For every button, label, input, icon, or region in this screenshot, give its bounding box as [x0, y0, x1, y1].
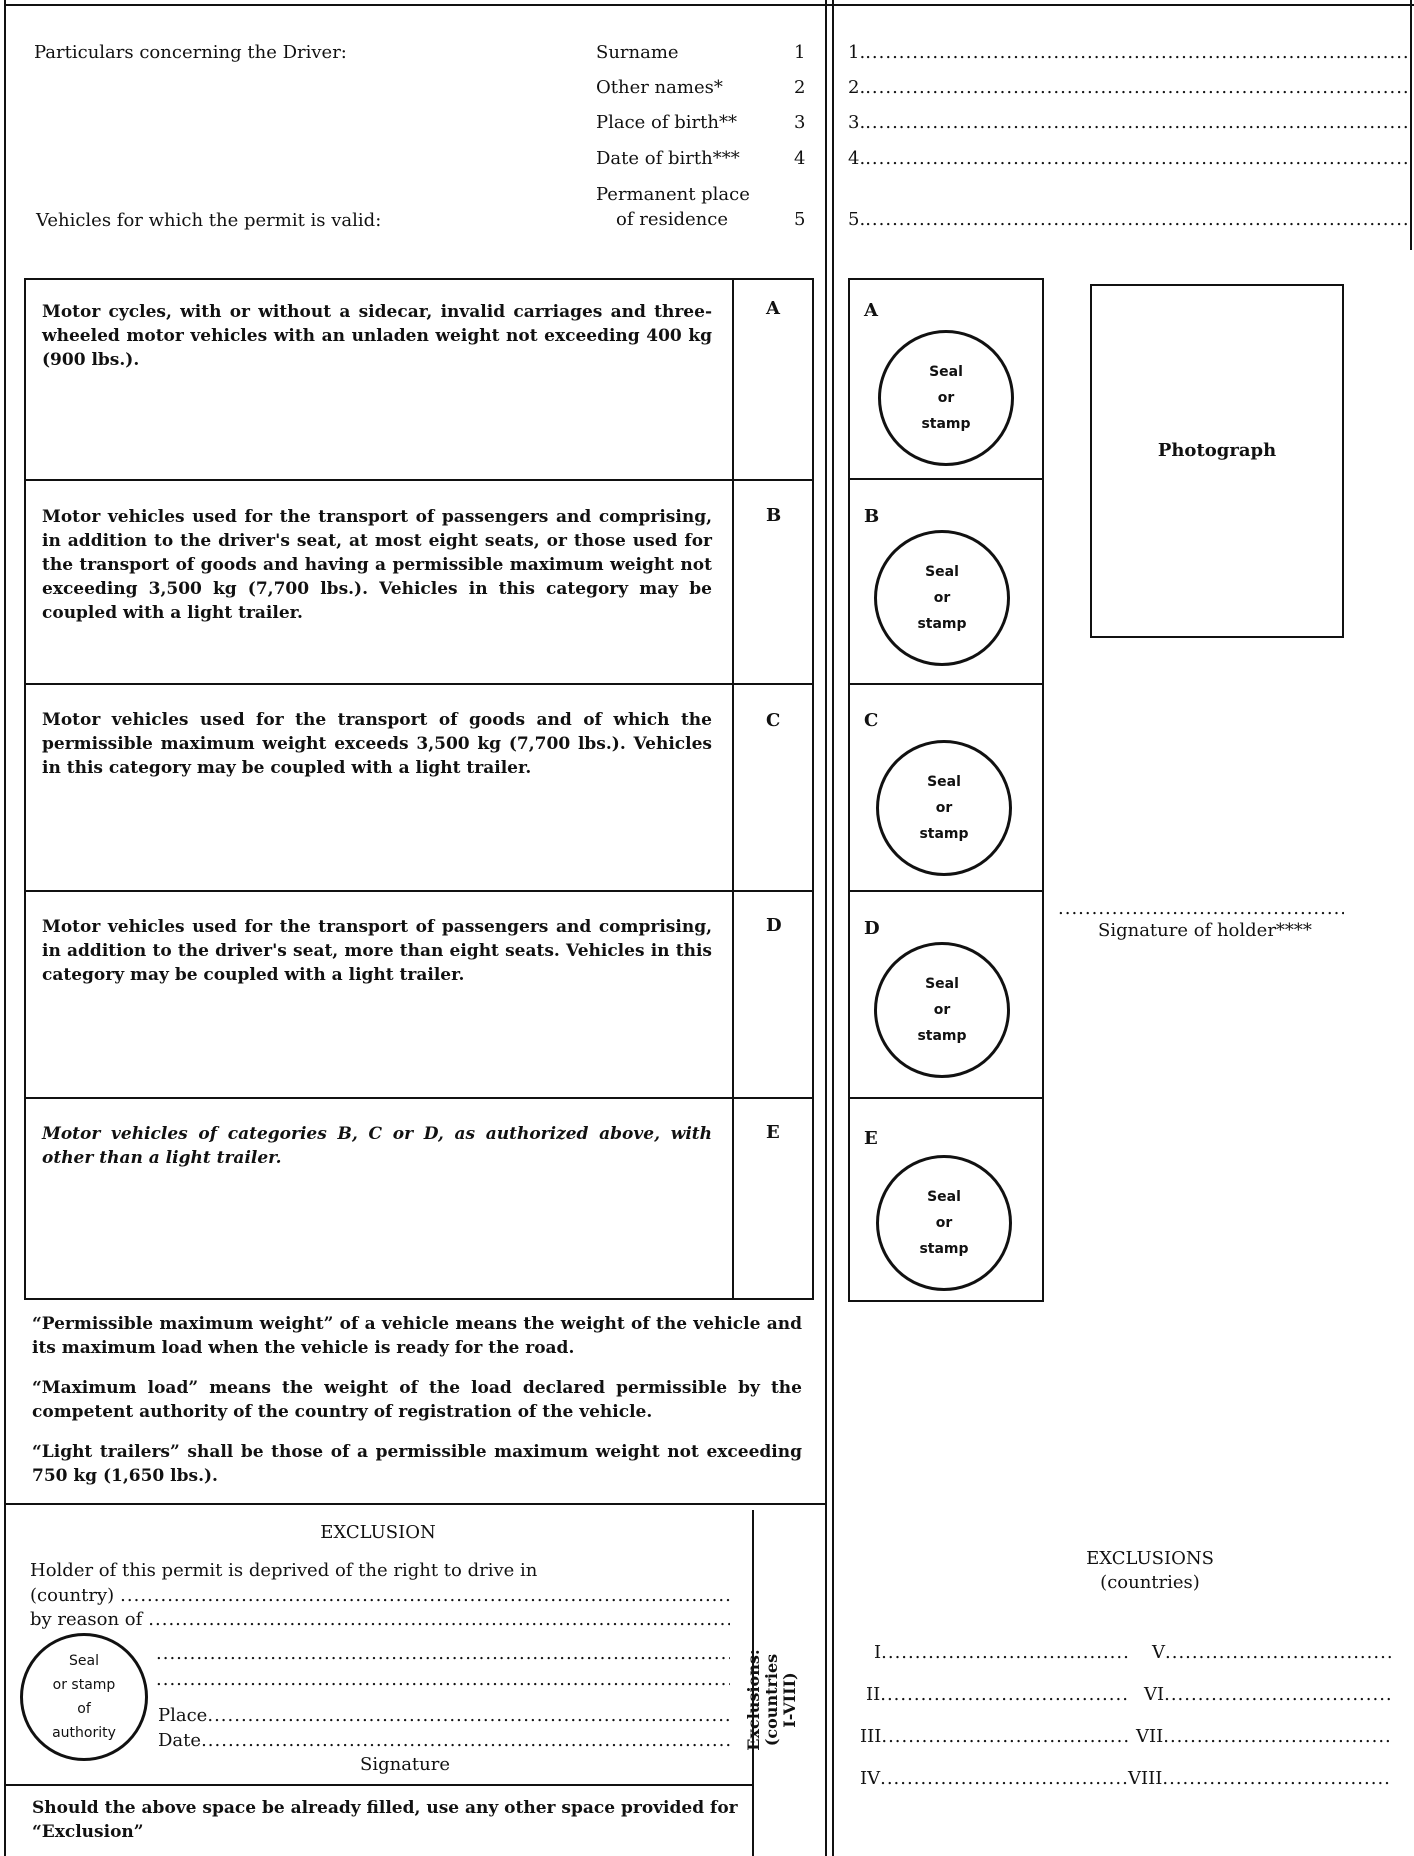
- exclusion-country-label: (country): [30, 1585, 115, 1606]
- definition-2: “Maximum load” means the weight of the load declared permissible by the competent authority of the country of registration of the vehicle.: [32, 1378, 802, 1422]
- exclusion-country-II[interactable]: II .....: [866, 1682, 1130, 1707]
- seal-row-sep-4: [848, 1097, 1044, 1099]
- entry-place-of-birth-num: 3.: [848, 112, 866, 133]
- exclusion-country-VI[interactable]: VI .....: [1144, 1682, 1392, 1707]
- field-surname-num: 1: [794, 42, 806, 63]
- category-row-sep-1: [24, 479, 814, 481]
- seal-a-circle: Seal or stamp: [878, 330, 1014, 466]
- field-date-of-birth-label: Date of birth***: [596, 148, 740, 169]
- entry-surname-num: 1.: [848, 42, 866, 63]
- exclusion-blank-line-1[interactable]: [156, 1641, 730, 1666]
- field-other-names-num: 2: [794, 77, 806, 98]
- exclusion-country-I[interactable]: I .....: [874, 1640, 1130, 1665]
- exclusion-title: EXCLUSION: [320, 1522, 436, 1543]
- seal-row-sep-3: [848, 890, 1044, 892]
- field-surname-label: Surname: [596, 42, 679, 63]
- signature-holder-label: Signature of holder****: [1098, 920, 1312, 941]
- exclusion-country-III[interactable]: III .....: [860, 1724, 1130, 1749]
- exclusions-subtitle: (countries): [1100, 1572, 1200, 1593]
- entry-other-names-num: 2.: [848, 77, 866, 98]
- entry-date-of-birth-num: 4.: [848, 148, 866, 169]
- exclusion-date-row[interactable]: [158, 1728, 730, 1753]
- seal-d-letter: D: [864, 918, 880, 939]
- category-a-letter: A: [766, 298, 780, 319]
- field-place-of-birth-num: 3: [794, 112, 806, 133]
- exclusion-vertical-line1: Exclusions:: [744, 1649, 763, 1751]
- seal-b-letter: B: [864, 506, 880, 527]
- seal-e-circle: Seal or stamp: [876, 1155, 1012, 1291]
- exclusion-blank-line-2[interactable]: [156, 1667, 730, 1692]
- seal-a-letter: A: [864, 300, 878, 321]
- exclusion-vertical-line3: I-VIII): [780, 1672, 799, 1728]
- photograph-label: Photograph: [1157, 440, 1277, 461]
- exclusion-country-IV[interactable]: IV .....: [860, 1766, 1130, 1791]
- exclusion-reason-row[interactable]: [30, 1607, 730, 1632]
- category-c-letter: C: [766, 710, 781, 731]
- exclusion-vertical-line2: (countries: [762, 1653, 781, 1747]
- category-row-sep-4: [24, 1097, 814, 1099]
- category-b-text: Motor vehicles used for the transport of passengers and comprising, in addition to the driver's seat, at most eight seats, or those used for the transport of goods and having a permissible maximum weight not exceeding 3,500 kg (7,700 lbs.). Vehicles in this category may be coupled with a light trailer.: [42, 507, 712, 623]
- category-d-letter: D: [766, 915, 782, 936]
- entry-residence[interactable]: [848, 207, 1408, 232]
- exclusion-country-VIII[interactable]: VIII .....: [1128, 1766, 1392, 1791]
- definition-1: “Permissible maximum weight” of a vehicle means the weight of the vehicle and its maximum load when the vehicle is ready for the road.: [32, 1314, 802, 1358]
- category-table-divider: [732, 278, 734, 1300]
- field-place-of-birth-label: Place of birth**: [596, 112, 737, 133]
- category-c-text: Motor vehicles used for the transport of goods and of which the permissible maximum weight exceeds 3,500 kg (7,700 lbs.). Vehicles in this category may be coupled with a light trailer.: [42, 710, 712, 778]
- definition-3: “Light trailers” shall be those of a permissible maximum weight not exceeding 750 kg (1,650 lbs.).: [32, 1442, 802, 1486]
- exclusion-signature-label: Signature: [360, 1754, 451, 1775]
- entry-residence-num: 5.: [848, 209, 866, 230]
- vehicles-label: Vehicles for which the permit is valid:: [36, 210, 382, 231]
- category-a-text: Motor cycles, with or without a sidecar, invalid carriages and three-wheeled motor vehicles with an unladen weight not exceeding 400 kg (900 lbs.).: [42, 302, 712, 370]
- top-border: [4, 4, 1414, 6]
- seal-d-circle: Seal or stamp: [874, 942, 1010, 1078]
- category-row-sep-3: [24, 890, 814, 892]
- seal-b-circle: Seal or stamp: [874, 530, 1010, 666]
- center-divider-right: [832, 0, 834, 1856]
- particulars-label: Particulars concerning the Driver:: [34, 42, 347, 63]
- authority-seal-circle: Seal or stamp of authority: [20, 1633, 148, 1761]
- category-e-text: Motor vehicles of categories B, C or D, as authorized above, with other than a light trailer.: [42, 1124, 712, 1168]
- category-row-sep-2: [24, 683, 814, 685]
- entry-place-of-birth[interactable]: [848, 110, 1408, 135]
- field-date-of-birth-num: 4: [794, 148, 806, 169]
- field-residence-label-2: of residence: [616, 209, 728, 230]
- left-border: [4, 0, 6, 1856]
- category-b-letter: B: [766, 505, 782, 526]
- exclusions-title: EXCLUSIONS: [1086, 1548, 1214, 1569]
- seal-c-circle: Seal or stamp: [876, 740, 1012, 876]
- exclusion-vertical-label: [745, 1640, 805, 1760]
- exclusion-country-VII[interactable]: VII .....: [1136, 1724, 1392, 1749]
- field-residence-label-1: Permanent place: [596, 184, 750, 205]
- exclusion-top-border: [4, 1503, 826, 1505]
- seal-c-letter: C: [864, 710, 879, 731]
- seal-e-letter: E: [864, 1128, 878, 1149]
- exclusion-note: Should the above space be already filled, use any other space provided for “Exclusion”: [32, 1798, 738, 1842]
- seal-row-sep-2: [848, 683, 1044, 685]
- exclusion-date-label: Date: [158, 1730, 202, 1751]
- exclusion-place-row[interactable]: [158, 1703, 730, 1728]
- exclusion-note-border: [4, 1784, 752, 1786]
- entry-other-names[interactable]: [848, 75, 1408, 100]
- center-divider-left: [825, 0, 827, 1856]
- exclusion-country-V[interactable]: V .....: [1152, 1640, 1392, 1665]
- exclusion-reason-label: by reason of: [30, 1609, 143, 1630]
- exclusion-place-label: Place: [158, 1705, 208, 1726]
- entry-surname[interactable]: [848, 40, 1408, 65]
- right-border: [1410, 0, 1412, 250]
- exclusion-line1: Holder of this permit is deprived of the right to drive in: [30, 1560, 538, 1581]
- seal-row-sep-1: [848, 478, 1044, 480]
- category-d-text: Motor vehicles used for the transport of passengers and comprising, in addition to the driver's seat, more than eight seats. Vehicles in this category may be coupled with a light trailer.: [42, 917, 712, 985]
- exclusion-country-row[interactable]: [30, 1583, 730, 1608]
- field-residence-num: 5: [794, 209, 806, 230]
- field-other-names-label: Other names*: [596, 77, 723, 98]
- category-e-letter: E: [766, 1122, 780, 1143]
- entry-date-of-birth[interactable]: [848, 146, 1408, 171]
